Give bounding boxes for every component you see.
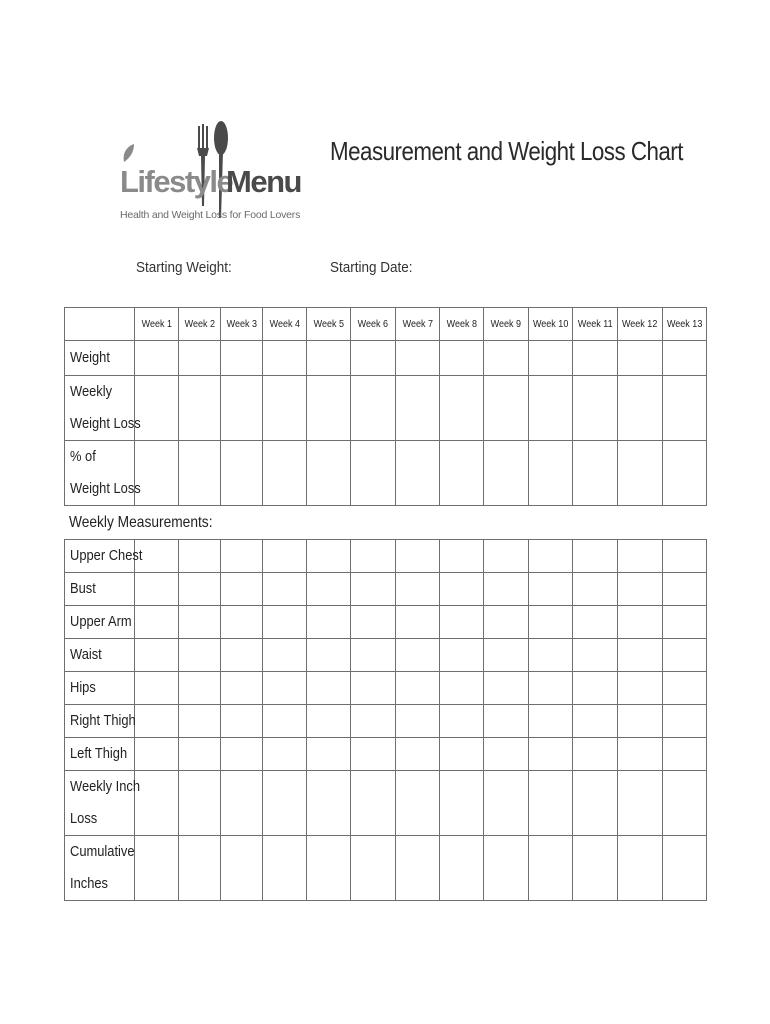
row-label-text: Weight Loss: [70, 480, 141, 497]
entry-cell-right-thigh-week-11[interactable]: [573, 705, 618, 738]
row-upper-arm: [65, 606, 707, 639]
row-label-text: Left Thigh: [70, 745, 128, 762]
entry-cell-upper-chest-week-4[interactable]: [263, 540, 307, 573]
week-header-2: [179, 308, 221, 341]
lifestyle-menu-logo: [118, 118, 301, 228]
entry-cell-upper-chest-week-13[interactable]: [663, 540, 707, 573]
row-label-text: Hips: [70, 679, 96, 696]
entry-cell-hips-week-9[interactable]: [484, 672, 529, 705]
entry-cell-upper-arm-week-9[interactable]: [484, 606, 529, 639]
weekly-measurements-heading: Weekly Measurements:: [69, 514, 213, 531]
row-label-hips: [65, 672, 135, 705]
week-header-11: [573, 308, 618, 341]
week-header-label: Week 4: [269, 318, 300, 330]
entry-cell-of-weight-loss-week-13[interactable]: [663, 441, 707, 506]
week-header-label: Week 10: [532, 318, 569, 330]
week-header-label: Week 9: [490, 318, 522, 330]
header-corner-cell: [65, 308, 135, 341]
entry-cell-weight-week-2[interactable]: [179, 341, 221, 376]
entry-cell-cumulative-inches-week-3[interactable]: [221, 836, 263, 901]
entry-cell-bust-week-13[interactable]: [663, 573, 707, 606]
row-label-cumulative-inches: [65, 836, 135, 901]
entry-cell-right-thigh-week-3[interactable]: [221, 705, 263, 738]
row-bust: [65, 573, 707, 606]
entry-cell-of-weight-loss-week-6[interactable]: [351, 441, 396, 506]
entry-cell-of-weight-loss-week-4[interactable]: [263, 441, 307, 506]
entry-cell-weekly-inch-loss-week-5[interactable]: [307, 771, 351, 836]
entry-cell-left-thigh-week-2[interactable]: [179, 738, 221, 771]
entry-cell-right-thigh-week-5[interactable]: [307, 705, 351, 738]
entry-cell-hips-week-2[interactable]: [179, 672, 221, 705]
entry-cell-left-thigh-week-6[interactable]: [351, 738, 396, 771]
entry-cell-left-thigh-week-3[interactable]: [221, 738, 263, 771]
week-header-label: Week 1: [141, 318, 172, 330]
entry-cell-hips-week-1[interactable]: [135, 672, 179, 705]
row-label-weekly-inch-loss: [65, 771, 141, 836]
entry-cell-right-thigh-week-7[interactable]: [396, 705, 440, 738]
entry-cell-hips-week-7[interactable]: [396, 672, 440, 705]
entry-cell-weekly-weight-loss-week-9[interactable]: [484, 376, 529, 441]
entry-cell-hips-week-8[interactable]: [440, 672, 484, 705]
entry-cell-upper-chest-week-11[interactable]: [573, 540, 618, 573]
entry-cell-bust-week-2[interactable]: [179, 573, 221, 606]
row-hips: [65, 672, 707, 705]
entry-cell-hips-week-5[interactable]: [307, 672, 351, 705]
entry-cell-weekly-weight-loss-week-13[interactable]: [663, 376, 707, 441]
entry-cell-cumulative-inches-week-4[interactable]: [263, 836, 307, 901]
entry-cell-waist-week-2[interactable]: [179, 639, 221, 672]
entry-cell-upper-arm-week-5[interactable]: [307, 606, 351, 639]
entry-cell-upper-chest-week-6[interactable]: [351, 540, 396, 573]
entry-cell-right-thigh-week-4[interactable]: [263, 705, 307, 738]
entry-cell-weekly-inch-loss-week-2[interactable]: [179, 771, 221, 836]
entry-cell-of-weight-loss-week-1[interactable]: [135, 441, 179, 506]
entry-cell-cumulative-inches-week-5[interactable]: [307, 836, 351, 901]
entry-cell-cumulative-inches-week-7[interactable]: [396, 836, 440, 901]
entry-cell-right-thigh-week-1[interactable]: [135, 705, 179, 738]
entry-cell-waist-week-10[interactable]: [529, 639, 573, 672]
row-label-weight: [65, 341, 135, 376]
starting-date-label: Starting Date:: [330, 259, 413, 276]
row-weekly-inch-loss: [65, 771, 707, 836]
entry-cell-of-weight-loss-week-9[interactable]: [484, 441, 529, 506]
week-header-7: [396, 308, 440, 341]
entry-cell-left-thigh-week-12[interactable]: [618, 738, 663, 771]
entry-cell-upper-arm-week-13[interactable]: [663, 606, 707, 639]
entry-cell-upper-arm-week-8[interactable]: [440, 606, 484, 639]
entry-cell-weekly-inch-loss-week-12[interactable]: [618, 771, 663, 836]
entry-cell-cumulative-inches-week-2[interactable]: [179, 836, 221, 901]
row-label-text: Right Thigh: [70, 712, 136, 729]
entry-cell-bust-week-9[interactable]: [484, 573, 529, 606]
entry-cell-upper-arm-week-7[interactable]: [396, 606, 440, 639]
entry-cell-bust-week-4[interactable]: [263, 573, 307, 606]
week-header-label: Week 3: [226, 318, 257, 330]
week-header-8: [440, 308, 484, 341]
page-title: Measurement and Weight Loss Chart: [330, 136, 683, 166]
row-left-thigh: [65, 738, 707, 771]
entry-cell-upper-arm-week-4[interactable]: [263, 606, 307, 639]
entry-cell-weekly-inch-loss-week-1[interactable]: [135, 771, 179, 836]
entry-cell-upper-arm-week-12[interactable]: [618, 606, 663, 639]
row-label-bust: [65, 573, 135, 606]
entry-cell-weight-week-8[interactable]: [440, 341, 484, 376]
entry-cell-waist-week-13[interactable]: [663, 639, 707, 672]
row-label-text: Loss: [70, 810, 98, 827]
row-label-text: % of: [70, 448, 96, 465]
row-label-text: Weekly Inch: [70, 778, 141, 795]
entry-cell-of-weight-loss-week-11[interactable]: [573, 441, 618, 506]
entry-cell-upper-chest-week-8[interactable]: [440, 540, 484, 573]
entry-cell-left-thigh-week-9[interactable]: [484, 738, 529, 771]
row-label-right-thigh: [65, 705, 135, 738]
entry-cell-bust-week-10[interactable]: [529, 573, 573, 606]
row-label-waist: [65, 639, 135, 672]
entry-cell-upper-chest-week-12[interactable]: [618, 540, 663, 573]
entry-cell-weekly-inch-loss-week-4[interactable]: [263, 771, 307, 836]
entry-cell-right-thigh-week-2[interactable]: [179, 705, 221, 738]
entry-cell-upper-arm-week-6[interactable]: [351, 606, 396, 639]
entry-cell-hips-week-3[interactable]: [221, 672, 263, 705]
entry-cell-hips-week-13[interactable]: [663, 672, 707, 705]
entry-cell-of-weight-loss-week-10[interactable]: [529, 441, 573, 506]
entry-cell-left-thigh-week-11[interactable]: [573, 738, 618, 771]
entry-cell-right-thigh-week-8[interactable]: [440, 705, 484, 738]
entry-cell-weekly-inch-loss-week-13[interactable]: [663, 771, 707, 836]
row-label-text: Bust: [70, 580, 96, 597]
entry-cell-of-weight-loss-week-3[interactable]: [221, 441, 263, 506]
entry-cell-weight-week-3[interactable]: [221, 341, 263, 376]
entry-cell-weekly-weight-loss-week-11[interactable]: [573, 376, 618, 441]
entry-cell-weekly-inch-loss-week-9[interactable]: [484, 771, 529, 836]
entry-cell-weekly-inch-loss-week-7[interactable]: [396, 771, 440, 836]
entry-cell-bust-week-6[interactable]: [351, 573, 396, 606]
row-upper-chest: [65, 540, 707, 573]
row-label-text: Inches: [70, 875, 109, 892]
entry-cell-waist-week-1[interactable]: [135, 639, 179, 672]
entry-cell-of-weight-loss-week-7[interactable]: [396, 441, 440, 506]
entry-cell-cumulative-inches-week-10[interactable]: [529, 836, 573, 901]
logo-word-menu: Menu: [226, 164, 301, 199]
entry-cell-weekly-weight-loss-week-2[interactable]: [179, 376, 221, 441]
entry-cell-left-thigh-week-8[interactable]: [440, 738, 484, 771]
entry-cell-weekly-weight-loss-week-4[interactable]: [263, 376, 307, 441]
entry-cell-left-thigh-week-4[interactable]: [263, 738, 307, 771]
entry-cell-hips-week-11[interactable]: [573, 672, 618, 705]
entry-cell-weight-week-11[interactable]: [573, 341, 618, 376]
entry-cell-upper-chest-week-10[interactable]: [529, 540, 573, 573]
entry-cell-waist-week-5[interactable]: [307, 639, 351, 672]
measurements-table: [64, 539, 707, 901]
row-of-weight-loss: [65, 441, 707, 506]
entry-cell-hips-week-6[interactable]: [351, 672, 396, 705]
entry-cell-weekly-weight-loss-week-5[interactable]: [307, 376, 351, 441]
row-label-text: Upper Arm: [70, 613, 132, 630]
entry-cell-weekly-weight-loss-week-12[interactable]: [618, 376, 663, 441]
week-header-label: Week 2: [184, 318, 215, 330]
entry-cell-bust-week-8[interactable]: [440, 573, 484, 606]
logo-word-lifestyle: Lifestyle: [120, 164, 233, 199]
entry-cell-cumulative-inches-week-1[interactable]: [135, 836, 179, 901]
week-header-label: Week 12: [622, 318, 658, 330]
entry-cell-weight-week-7[interactable]: [396, 341, 440, 376]
entry-cell-weekly-inch-loss-week-10[interactable]: [529, 771, 573, 836]
entry-cell-right-thigh-week-10[interactable]: [529, 705, 573, 738]
week-header-label: Week 5: [313, 318, 344, 330]
entry-cell-of-weight-loss-week-5[interactable]: [307, 441, 351, 506]
entry-cell-bust-week-5[interactable]: [307, 573, 351, 606]
week-header-13: [663, 308, 707, 341]
entry-cell-of-weight-loss-week-12[interactable]: [618, 441, 663, 506]
entry-cell-right-thigh-week-12[interactable]: [618, 705, 663, 738]
entry-cell-bust-week-11[interactable]: [573, 573, 618, 606]
entry-cell-weekly-weight-loss-week-1[interactable]: [135, 376, 179, 441]
entry-cell-waist-week-7[interactable]: [396, 639, 440, 672]
row-label-upper-arm: [65, 606, 135, 639]
row-label-text: Waist: [70, 646, 102, 663]
week-header-6: [351, 308, 396, 341]
entry-cell-of-weight-loss-week-8[interactable]: [440, 441, 484, 506]
entry-cell-left-thigh-week-10[interactable]: [529, 738, 573, 771]
logo-tagline: Health and Weight Loss for Food Lovers: [120, 209, 301, 221]
entry-cell-waist-week-12[interactable]: [618, 639, 663, 672]
entry-cell-bust-week-1[interactable]: [135, 573, 179, 606]
entry-cell-upper-arm-week-10[interactable]: [529, 606, 573, 639]
entry-cell-right-thigh-week-13[interactable]: [663, 705, 707, 738]
entry-cell-upper-chest-week-5[interactable]: [307, 540, 351, 573]
week-header-5: [307, 308, 351, 341]
row-label-left-thigh: [65, 738, 135, 771]
entry-cell-cumulative-inches-week-13[interactable]: [663, 836, 707, 901]
entry-cell-weight-week-1[interactable]: [135, 341, 179, 376]
entry-cell-upper-chest-week-9[interactable]: [484, 540, 529, 573]
entry-cell-weekly-weight-loss-week-7[interactable]: [396, 376, 440, 441]
week-header-label: Week 11: [577, 318, 613, 330]
week-header-12: [618, 308, 663, 341]
week-header-label: Week 6: [357, 318, 389, 330]
entry-cell-weekly-inch-loss-week-6[interactable]: [351, 771, 396, 836]
entry-cell-upper-arm-week-2[interactable]: [179, 606, 221, 639]
entry-cell-upper-arm-week-3[interactable]: [221, 606, 263, 639]
entry-cell-weight-week-9[interactable]: [484, 341, 529, 376]
entry-cell-waist-week-3[interactable]: [221, 639, 263, 672]
entry-cell-left-thigh-week-1[interactable]: [135, 738, 179, 771]
row-label-upper-chest: [65, 540, 143, 573]
week-header-3: [221, 308, 263, 341]
starting-weight-label: Starting Weight:: [136, 259, 232, 276]
row-label-text: Weight Loss: [70, 415, 141, 432]
entry-cell-weekly-inch-loss-week-8[interactable]: [440, 771, 484, 836]
entry-cell-of-weight-loss-week-2[interactable]: [179, 441, 221, 506]
entry-cell-hips-week-12[interactable]: [618, 672, 663, 705]
row-label-text: Upper Chest: [70, 547, 143, 564]
entry-cell-hips-week-10[interactable]: [529, 672, 573, 705]
entry-cell-bust-week-3[interactable]: [221, 573, 263, 606]
week-header-label: Week 13: [666, 318, 703, 330]
entry-cell-weight-week-13[interactable]: [663, 341, 707, 376]
week-header-10: [529, 308, 573, 341]
entry-cell-waist-week-4[interactable]: [263, 639, 307, 672]
entry-cell-right-thigh-week-6[interactable]: [351, 705, 396, 738]
row-waist: [65, 639, 707, 672]
entry-cell-weight-week-12[interactable]: [618, 341, 663, 376]
entry-cell-weight-week-10[interactable]: [529, 341, 573, 376]
entry-cell-weekly-weight-loss-week-8[interactable]: [440, 376, 484, 441]
entry-cell-cumulative-inches-week-6[interactable]: [351, 836, 396, 901]
entry-cell-waist-week-8[interactable]: [440, 639, 484, 672]
entry-cell-hips-week-4[interactable]: [263, 672, 307, 705]
row-cumulative-inches: [65, 836, 707, 901]
row-label-text: Cumulative: [70, 843, 135, 860]
entry-cell-right-thigh-week-9[interactable]: [484, 705, 529, 738]
weight-table: [64, 307, 707, 506]
week-header-row: [65, 308, 707, 341]
week-header-4: [263, 308, 307, 341]
entry-cell-weekly-weight-loss-week-6[interactable]: [351, 376, 396, 441]
row-weekly-weight-loss: [65, 376, 707, 441]
entry-cell-weekly-weight-loss-week-10[interactable]: [529, 376, 573, 441]
entry-cell-waist-week-6[interactable]: [351, 639, 396, 672]
row-weight: [65, 341, 707, 376]
week-header-9: [484, 308, 529, 341]
entry-cell-weight-week-4[interactable]: [263, 341, 307, 376]
entry-cell-upper-arm-week-1[interactable]: [135, 606, 179, 639]
entry-cell-cumulative-inches-week-8[interactable]: [440, 836, 484, 901]
entry-cell-cumulative-inches-week-11[interactable]: [573, 836, 618, 901]
entry-cell-weekly-inch-loss-week-11[interactable]: [573, 771, 618, 836]
entry-cell-waist-week-9[interactable]: [484, 639, 529, 672]
row-label-of-weight-loss: [65, 441, 141, 506]
week-header-label: Week 7: [402, 318, 433, 330]
row-label-text: Weekly: [70, 383, 113, 400]
entry-cell-left-thigh-week-5[interactable]: [307, 738, 351, 771]
entry-cell-weekly-inch-loss-week-3[interactable]: [221, 771, 263, 836]
entry-cell-cumulative-inches-week-9[interactable]: [484, 836, 529, 901]
entry-cell-upper-arm-week-11[interactable]: [573, 606, 618, 639]
entry-cell-left-thigh-week-13[interactable]: [663, 738, 707, 771]
week-header-1: [135, 308, 179, 341]
entry-cell-weekly-weight-loss-week-3[interactable]: [221, 376, 263, 441]
entry-cell-weight-week-5[interactable]: [307, 341, 351, 376]
entry-cell-bust-week-7[interactable]: [396, 573, 440, 606]
entry-cell-left-thigh-week-7[interactable]: [396, 738, 440, 771]
row-label-weekly-weight-loss: [65, 376, 141, 441]
row-right-thigh: [65, 705, 707, 738]
week-header-label: Week 8: [446, 318, 477, 330]
entry-cell-upper-chest-week-2[interactable]: [179, 540, 221, 573]
entry-cell-waist-week-11[interactable]: [573, 639, 618, 672]
entry-cell-weight-week-6[interactable]: [351, 341, 396, 376]
entry-cell-upper-chest-week-7[interactable]: [396, 540, 440, 573]
row-label-text: Weight: [70, 349, 110, 366]
entry-cell-bust-week-12[interactable]: [618, 573, 663, 606]
entry-cell-upper-chest-week-3[interactable]: [221, 540, 263, 573]
entry-cell-cumulative-inches-week-12[interactable]: [618, 836, 663, 901]
